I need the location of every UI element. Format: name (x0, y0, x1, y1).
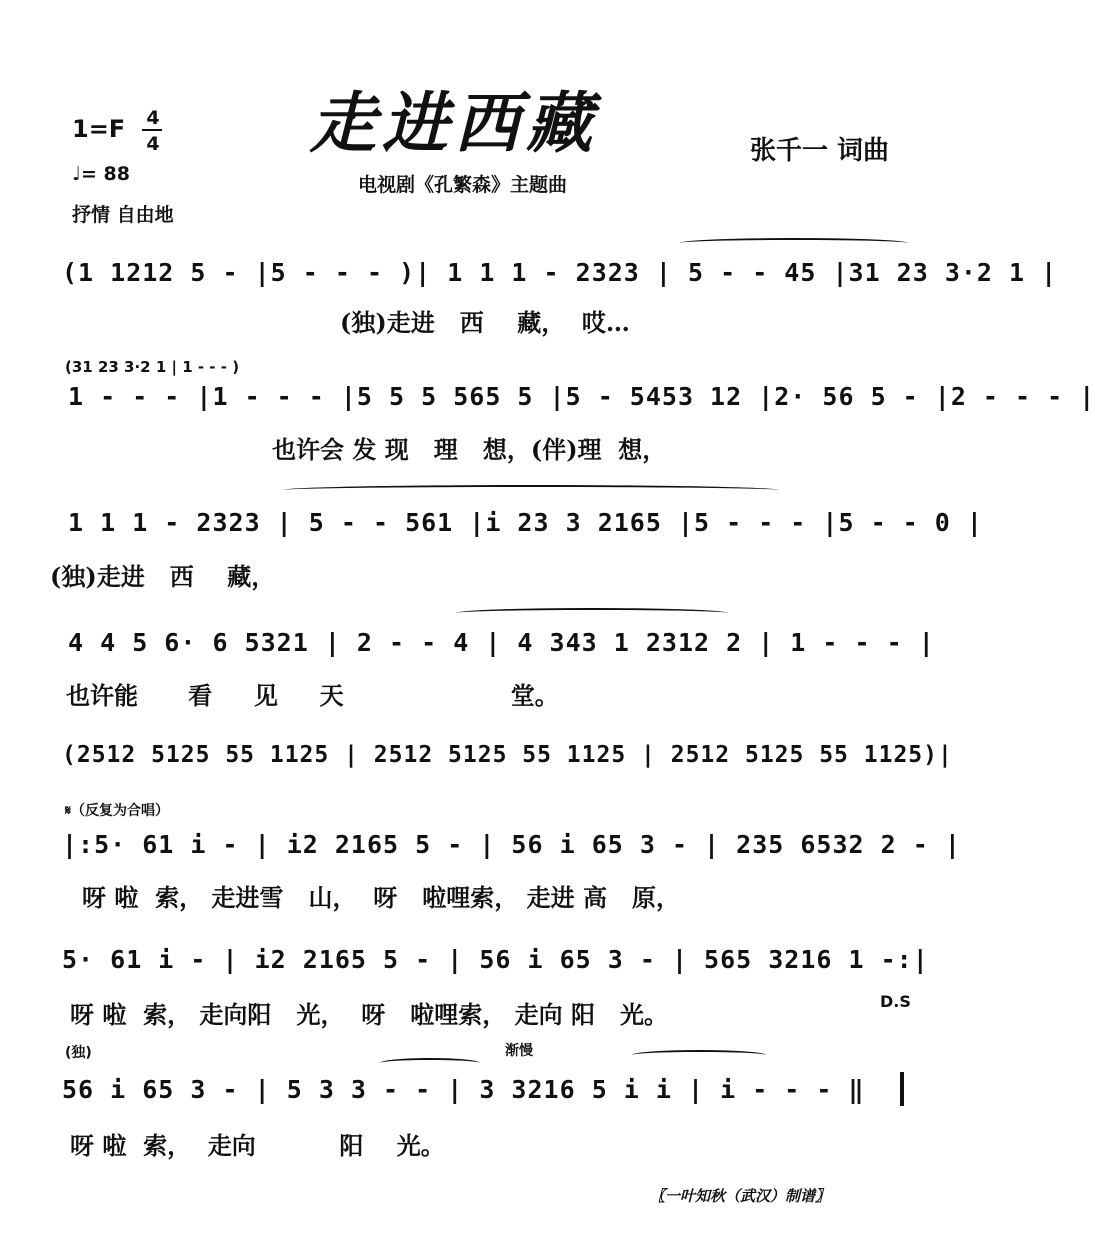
ds-mark: D.S (880, 992, 911, 1011)
transcriber-credit: 〖一叶知秋（武汉）制谱〗 (650, 1187, 831, 1205)
time-signature-bottom: 4 (146, 133, 160, 155)
expression-marking: 抒情 自由地 (72, 204, 174, 226)
final-barline (900, 1072, 904, 1106)
lyrics-line-2: 也许会 发 现 理 想，(伴)理 想， (272, 435, 667, 464)
song-title: 走进西藏 (310, 84, 598, 162)
notation-line-6: |:5· 61 i - | i2 2165 5 - | 56 i 65 3 - | 235 6532 2 - | (62, 830, 961, 859)
lyrics-line-1: (独)走进 西 藏， 哎… (340, 308, 630, 337)
repeat-variant-notes: (31 23 3·2 1 | 1 - - - ) (65, 358, 240, 376)
tie-slur (632, 1050, 766, 1060)
notation-line-5: (2512 5125 55 1125 | 2512 5125 55 1125 | 2512 5125 55 1125)| (62, 742, 953, 768)
phrase-slur (456, 608, 728, 618)
time-signature-top: 4 (146, 107, 160, 129)
lyrics-line-6: 呀 啦 索， 走进雪 山， 呀 啦哩索， 走进 高 原， (82, 883, 681, 912)
time-signature-line (142, 129, 162, 131)
ritardando-mark: 渐慢 (505, 1043, 533, 1059)
segno-repeat-mark: 𝄋（反复为合唱） (65, 803, 170, 819)
key-signature: 1=F (72, 115, 126, 143)
lyrics-line-4: 也许能 看 见 天 堂。 (66, 681, 559, 710)
notation-line-8: 56 i 65 3 - | 5 3 3 - - | 3 3216 5 i i | i - - - ‖ (62, 1075, 865, 1104)
notation-line-4: 4 4 5 6· 6 5321 | 2 - - 4 | 4 343 1 2312 2 | 1 - - - | (68, 628, 935, 657)
notation-line-7: 5· 61 i - | i2 2165 5 - | 56 i 65 3 - | 565 3216 1 -:| (62, 945, 929, 974)
song-subtitle: 电视剧《孔繁森》主题曲 (358, 174, 568, 196)
tempo-marking: ♩= 88 (72, 163, 130, 185)
lyrics-line-8: 呀 啦 索， 走向 阳 光。 (70, 1131, 445, 1160)
phrase-slur (284, 485, 778, 495)
tie-slur (380, 1058, 480, 1068)
notation-line-2: 1 - - - |1 - - - |5 5 5 565 5 |5 - 5453 12 |2· 56 5 - |2 - - - | (68, 382, 1095, 411)
composer-credit: 张千一 词曲 (750, 136, 890, 166)
solo-mark: (独) (65, 1045, 92, 1061)
lyrics-line-7: 呀 啦 索， 走向阳 光， 呀 啦哩索， 走向 阳 光。 (70, 1000, 669, 1029)
phrase-slur (680, 238, 908, 248)
notation-line-1: (1 1212 5 - |5 - - - )| 1 1 1 - 2323 | 5 - - 45 |31 23 3·2 1 | (62, 258, 1058, 287)
lyrics-line-3: (独)走进 西 藏， (50, 562, 276, 591)
notation-line-3: 1 1 1 - 2323 | 5 - - 561 |i 23 3 2165 |5 - - - |5 - - 0 | (68, 508, 983, 537)
